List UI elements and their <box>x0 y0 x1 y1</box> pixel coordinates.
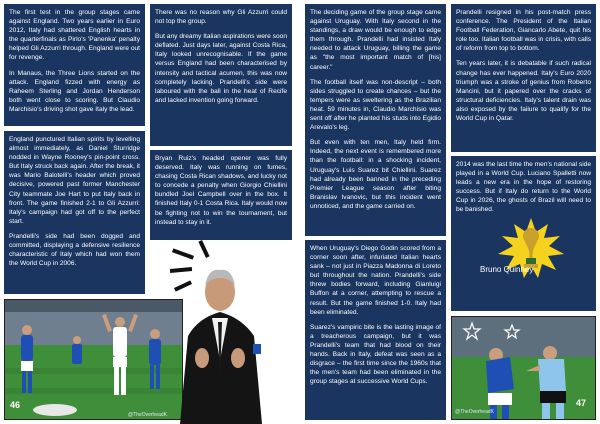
text-panel-england-result <box>4 131 145 294</box>
paragraph: Prandelli resigned in his post-match press conference. The President of the Italian Football Federation, Giancarlo Abete, quit his role too. Italian football was in crisis, with calls of reform from top to bottom. <box>456 9 591 53</box>
paragraph: Ten years later, it is debatable if such radical change has ever happened. Italy's Euro 2020 triumph was a stroke of genius from Roberto Mancini, but it papered over the cracks of structural deficiencies. Italy's talent drain was also exposed by the failure to qualify for the World Cup in Qatar. <box>456 60 591 123</box>
paragraph: The deciding game of the group stage came against Uruguay. With Italy second in the standings, a draw would be enough to edge them through. Prandelli had insisted Italy needed to attack Uruguay, billing the game as "the most important match of [his] career." <box>310 9 441 71</box>
paragraph: But any dreamy Italian aspirations were soon deflated. Just days later, against Costa Rica, Italy looked unrecognisable. If the game versus England had been characterised by intensity and tactical acumen, this was now completely lacking. Prandelli's side were laboured with the ball in the heat of Recife and lacked invention going forward. <box>155 33 287 104</box>
photo-credit-right: @TheOverheadK <box>455 409 494 415</box>
paragraph: When Uruguay's Diego Godin scored from a corner soon after, infuriated Italian hearts sank – not just in Piazza Madonna di Loreto but throughout the nation. Prandelli's side threw bodies forward, including Gianluigi Buffon at a corner, attempting to rescue a result. But the game finished 1-0. Italy had been eliminated. <box>310 245 441 316</box>
text-panel-england-intro <box>4 4 145 126</box>
prandelli-illustration <box>150 240 292 424</box>
paragraph: The first test in the group stages came against England. Two years earlier in Euro 2012, Italy had shattered English hearts in the quarterfinals as Pirlo's 'Panenka' penalty helped Gli Azzurri through. England were out for revenge. <box>9 9 140 62</box>
page-number-right: 47 <box>576 398 587 408</box>
paragraph: 2014 was the last time the men's national side played in a World Cup. Luciano Spalletti now leads a new era in the hope of restoring success. But if Italy do return to the World Cup in 2026, the ghosts of Brazil will need to be banished. <box>456 161 591 214</box>
text-panel-costa-rica-result <box>150 150 292 240</box>
page-number-left: 46 <box>10 400 21 410</box>
photo-suarez-bite <box>451 316 596 420</box>
paragraph: In Manaus, the Three Lions started on the attack. England fizzed with energy as Raheem Sterling and Jordan Henderson both went close to scoring. But Claudio Marchisio's driving shot gave Italy the lead. <box>9 69 140 113</box>
paragraph: England punctured Italian spirits by levelling almost immediately, as Daniel Sturridge nodded in Wayne Rooney's pin-point cross. But Italy struck back again. After the break, it was Mario Balotelli's header which proved decisive, powered past former Manchester City teammate Joe Hart to put Italy back in front. The game finished 2-1 to Gli Azzurri: Italy's campaign had got off to the perfect start. <box>9 136 140 225</box>
suarez-bite-illustration <box>452 317 596 420</box>
text-panel-aftermath <box>451 4 596 152</box>
paragraph: There was no reason why Gli Azzurri could not top the group. <box>155 9 287 26</box>
text-panel-uruguay <box>305 4 446 236</box>
text-panel-costa-rica <box>150 4 292 146</box>
prandelli-cutout <box>150 240 292 424</box>
author-byline: Bruno Quinney <box>480 265 534 274</box>
paragraph: The football itself was non-descript – both sides struggled to create chances – but the tempers were as sweltering as the Brazilian heat. 59 minutes in, Claudio Marchisio was sent off after he planted his studs into Egidio Arevalo's leg. <box>310 78 441 132</box>
photo-credit-left: @TheOverheadK <box>128 412 167 418</box>
text-panel-elimination <box>305 240 446 420</box>
paragraph: Bryan Ruiz's headed opener was fully deserved. Italy was running on fumes, chasing Costa Rican shadows, and lucky not to concede a penalty when Giorgio Chiellini bundled Joel Campbell over in the box. It finished Italy 0-1 Costa Rica. Italy would now be fighting not to win the tournament, but instead to stay in it. <box>155 155 287 226</box>
paragraph: But even with ten men, Italy held firm. Indeed, the next event is remembered more than the football: in a shocking incident, Uruguay's Luis Suarez bit Chiellini. Suarez had already been banned in the preceding Premier League season after biting Branislav Ivanovic, but this incident went unnoticed, and the game carried on. <box>310 139 441 210</box>
text-panel-conclusion <box>451 156 596 311</box>
paragraph: Suarez's vampiric bite is the lasting image of a treacherous campaign, but it was Prandelli's team that had blood on their hands. Back in Italy, defeat was seen as a disgrace – the first time since the 1960s that the men's team had been eliminated in the group stages at successive World Cups. <box>310 323 441 386</box>
paragraph: Prandelli's side had been dogged and committed, displaying a defensive resilience characteristic of Italy which had won them the World Cup in 2006. <box>9 232 140 268</box>
